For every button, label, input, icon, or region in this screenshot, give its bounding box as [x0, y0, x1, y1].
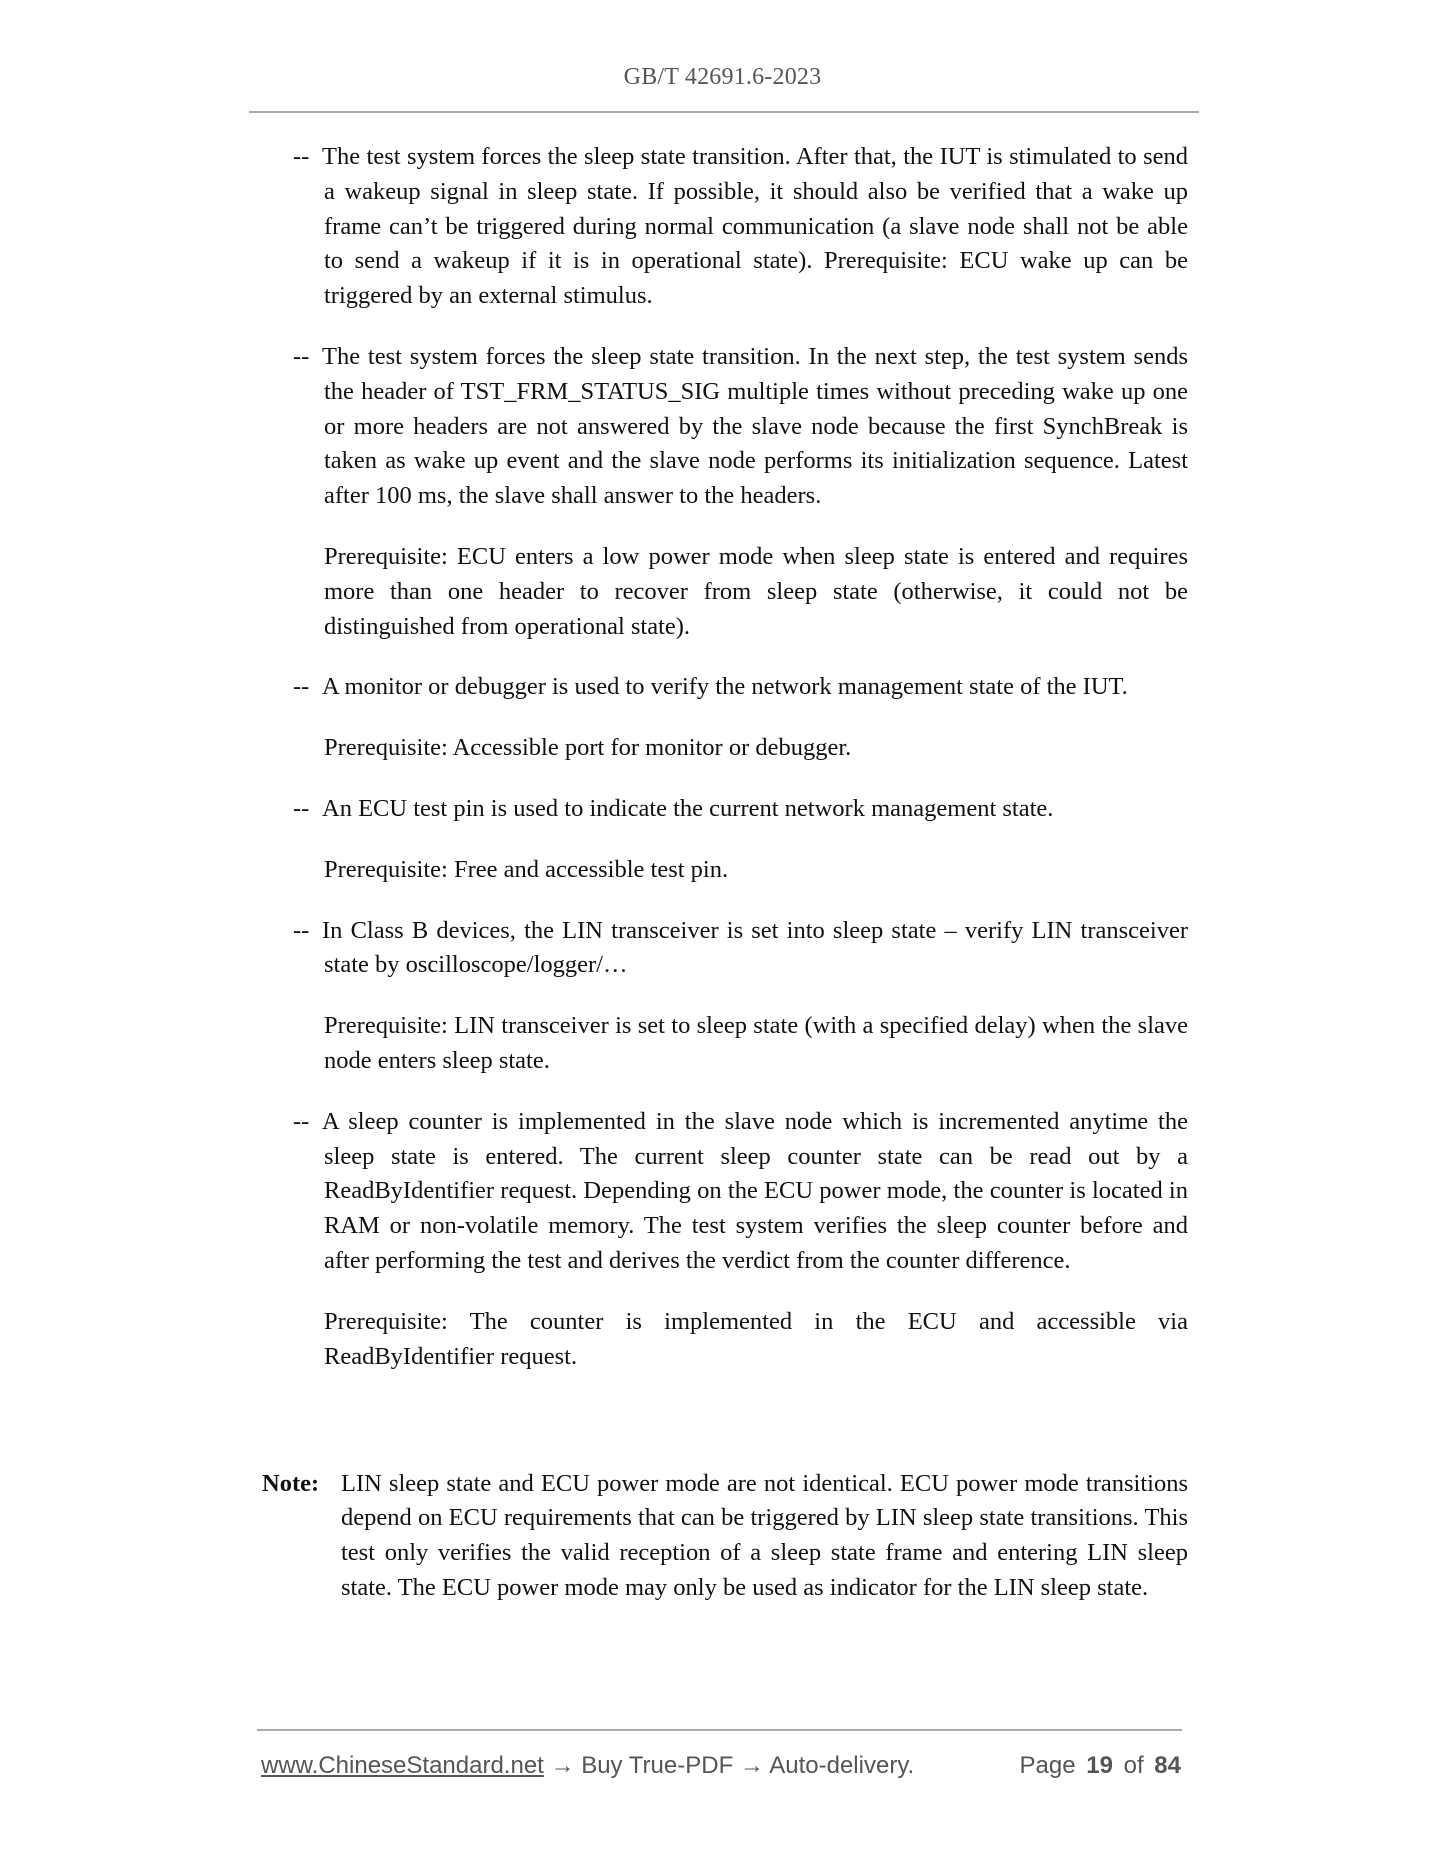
note-paragraph — [262, 1467, 1188, 1606]
prerequisite-text: Prerequisite: LIN transceiver is set to sleep state (with a specified delay) when the slave node enters sleep state. — [324, 1012, 1188, 1074]
list-item — [293, 792, 1188, 827]
list-item-text: In Class B devices, the LIN transceiver is set into sleep state – verify LIN transceiver state by oscilloscope/logger/… — [322, 916, 1188, 979]
list-item — [293, 140, 1188, 314]
list-item — [293, 914, 1188, 984]
dash-marker: -- — [293, 143, 310, 170]
prerequisite-text: Prerequisite: Free and accessible test pin. — [324, 855, 729, 883]
dash-marker: -- — [293, 1107, 310, 1135]
footer-divider — [257, 1729, 1182, 1731]
list-item-text: An ECU test pin is used to indicate the current network management state. — [322, 794, 1054, 822]
list-item-text: The test system forces the sleep state transition. In the next step, the test system sends the header of TST_FRM_STATUS_SIG multiple times without preceding wake up one or more headers are not answered by the slave node because the first SynchBreak is taken as wake up event and the slave node performs its initialization sequence. Latest after 100 ms, the slave shall answer to the headers. — [322, 342, 1188, 510]
dash-marker: -- — [293, 794, 310, 822]
header-divider — [249, 111, 1199, 113]
current-page-number: 19 — [1086, 1752, 1113, 1779]
note-label: Note: — [262, 1469, 320, 1497]
prerequisite-text: Prerequisite: The counter is implemented in the ECU and accessible via ReadByIdentifier request. — [324, 1307, 1188, 1370]
document-code-header: GB/T 42691.6-2023 — [623, 64, 822, 90]
dash-marker: -- — [293, 673, 310, 701]
page-footer — [261, 1752, 1181, 1780]
page-label: Page — [1019, 1752, 1076, 1779]
total-pages: 84 — [1154, 1752, 1181, 1779]
page-indicator — [1016, 1752, 1182, 1780]
list-item-text: A monitor or debugger is used to verify the network management state of the IUT. — [322, 673, 1128, 701]
site-link[interactable]: www.ChineseStandard.net — [261, 1752, 544, 1779]
list-item-text: The test system forces the sleep state transition. After that, the IUT is stimulated to send a wakeup signal in sleep state. If possible, it should also be verified that a wake up frame can’t be triggered during normal communication (a slave node shall not be able to send a wakeup if it is in operational state). Prerequisite: ECU wake up can be triggered by an external stimulus. — [322, 143, 1188, 310]
document-body — [293, 140, 1188, 1400]
prerequisite-text: Prerequisite: Accessible port for monitor or debugger. — [324, 734, 852, 762]
footer-promo — [261, 1752, 914, 1780]
buy-true-pdf-text: Buy True-PDF — [581, 1752, 734, 1779]
prerequisite-text: Prerequisite: ECU enters a low power mode when sleep state is entered and requires more than one header to recover from sleep state (otherwise, it could not be distinguished from operational state). — [324, 542, 1188, 640]
dash-marker: -- — [293, 916, 310, 944]
list-item — [293, 670, 1188, 705]
dash-marker: -- — [293, 342, 310, 370]
auto-delivery-text: Auto-delivery. — [769, 1752, 915, 1779]
arrow-right-icon: → — [550, 1752, 575, 1779]
list-item-text: A sleep counter is implemented in the slave node which is incremented anytime the sleep state is entered. The current sleep counter state can be read out by a ReadByIdentifier request. Depending on the ECU power mode, the counter is located in RAM or non-volatile memory. The test system verifies the sleep counter before and after performing the test and derives the verdict from the counter difference. — [322, 1107, 1188, 1274]
list-item — [293, 1105, 1188, 1279]
list-item — [293, 340, 1188, 514]
of-label: of — [1123, 1752, 1144, 1779]
note-text: LIN sleep state and ECU power mode are not identical. ECU power mode transitions depend on ECU requirements that can be triggered by LIN sleep state transitions. This test only verifies the valid reception of a sleep state frame and entering LIN sleep state. The ECU power mode may only be used as indicator for the LIN sleep state. — [341, 1469, 1188, 1601]
arrow-right-icon: → — [739, 1752, 764, 1779]
